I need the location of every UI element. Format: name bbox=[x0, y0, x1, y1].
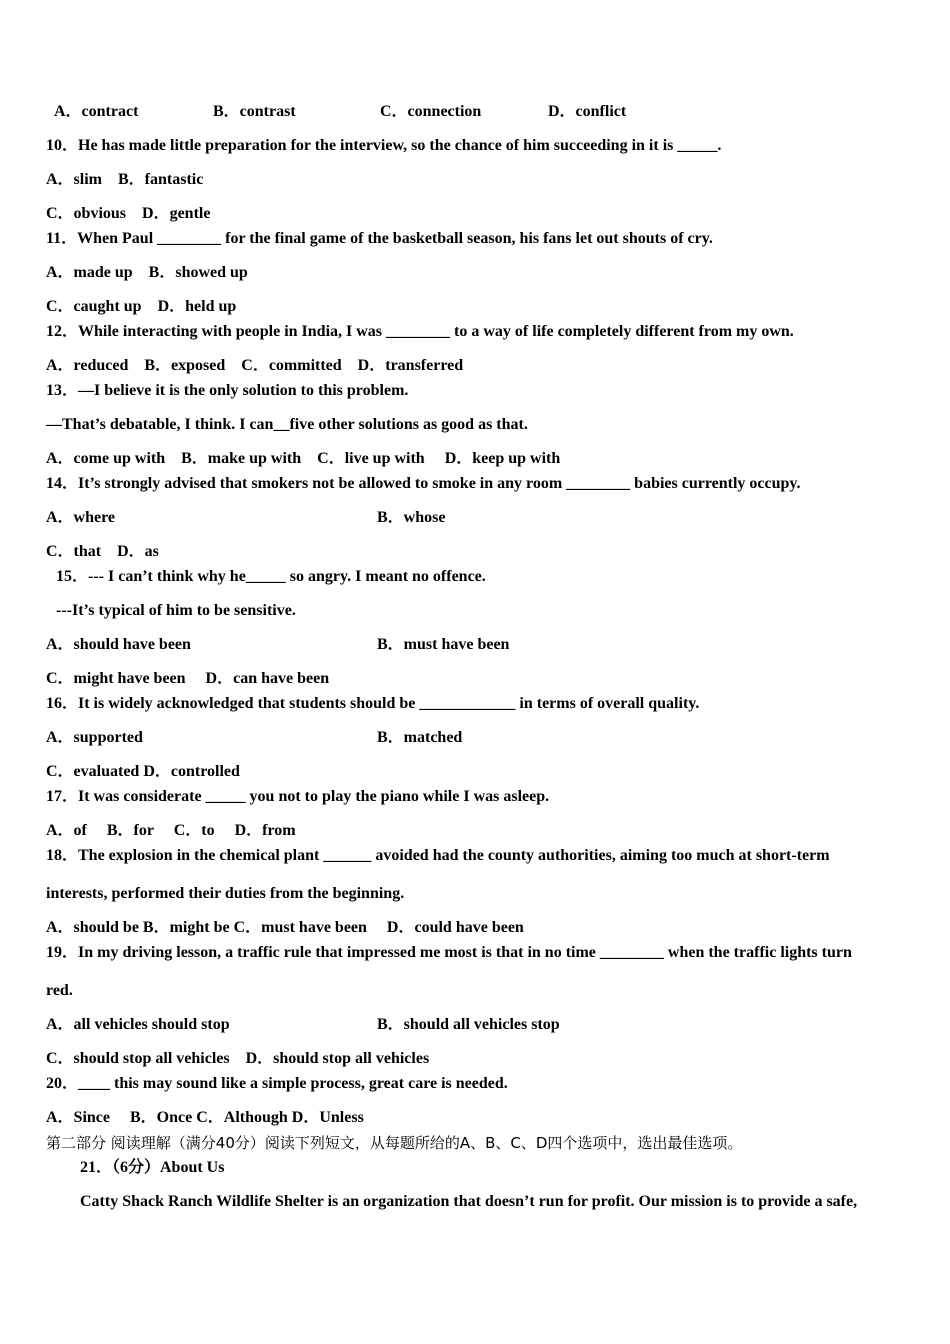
q14-options-cd: C．that D．as bbox=[46, 543, 159, 560]
q13-reply: —That’s debatable, I think. I can__five other solutions as good as that. bbox=[46, 416, 528, 433]
q11-stem: 11．When Paul ________ for the final game of the basketball season, his fans let out shouts of cry. bbox=[46, 230, 713, 247]
q19-option-a: A．all vehicles should stop bbox=[46, 1016, 230, 1033]
q13-options: A．come up with B．make up with C．live up with D．keep up with bbox=[46, 450, 561, 467]
passage-paragraph: Catty Shack Ranch Wildlife Shelter is an organization that doesn’t run for profit. Our mission is to provide a safe, bbox=[80, 1193, 858, 1210]
q15-stem: 15．--- I can’t think why he_____ so angry. I meant no offence. bbox=[56, 568, 486, 585]
q17-stem: 17．It was considerate _____ you not to play the piano while I was asleep. bbox=[46, 788, 550, 805]
q10-options-ab: A．slim B．fantastic bbox=[46, 171, 204, 188]
q15-reply: ---It’s typical of him to be sensitive. bbox=[56, 602, 296, 619]
q9-option-d: D．conflict bbox=[548, 103, 627, 120]
q9-option-a: A．contract bbox=[54, 103, 139, 120]
q13-stem: 13．—I believe it is the only solution to this problem. bbox=[46, 382, 409, 399]
q15-option-a: A．should have been bbox=[46, 636, 191, 653]
q10-stem: 10．He has made little preparation for the interview, so the chance of him succeeding in it is _____. bbox=[46, 137, 722, 154]
q14-option-a: A．where bbox=[46, 509, 116, 526]
q9-option-c: C．connection bbox=[380, 103, 482, 120]
q11-options-cd: C．caught up D．held up bbox=[46, 298, 237, 315]
q19-stem-line1: 19．In my driving lesson, a traffic rule that impressed me most is that in no time ________ when the traffic lights turn bbox=[46, 944, 852, 961]
q9-option-b: B．contrast bbox=[213, 103, 296, 120]
q15-options-cd: C．might have been D．can have been bbox=[46, 670, 330, 687]
q11-options-ab: A．made up B．showed up bbox=[46, 264, 248, 281]
q12-options: A．reduced B．exposed C．committed D．transferred bbox=[46, 357, 464, 374]
q16-stem: 16．It is widely acknowledged that students should be ____________ in terms of overall quality. bbox=[46, 695, 700, 712]
q18-options: A．should be B．might be C．must have been D．could have been bbox=[46, 919, 524, 936]
q16-options-cd: C．evaluated D．controlled bbox=[46, 763, 240, 780]
q20-options: A．Since B．Once C．Although D．Unless bbox=[46, 1109, 364, 1126]
q16-option-b: B．matched bbox=[377, 729, 463, 746]
q10-options-cd: C．obvious D．gentle bbox=[46, 205, 211, 222]
q16-option-a: A．supported bbox=[46, 729, 143, 746]
q21-title: 21．（6分）About Us bbox=[80, 1159, 225, 1176]
q18-stem-line2: interests, performed their duties from the beginning. bbox=[46, 885, 405, 902]
q20-stem: 20．____ this may sound like a simple process, great care is needed. bbox=[46, 1075, 508, 1092]
q14-stem: 14．It’s strongly advised that smokers not be allowed to smoke in any room ________ babies currently occupy. bbox=[46, 475, 801, 492]
q14-option-b: B．whose bbox=[377, 509, 446, 526]
q17-options: A．of B．for C．to D．from bbox=[46, 822, 296, 839]
section-heading: 第二部分 阅读理解（满分40分）阅读下列短文，从每题所给的A、B、C、D四个选项中，选出最佳选项。 bbox=[46, 1134, 743, 1152]
q12-stem: 12．While interacting with people in India, I was ________ to a way of life completely different from my own. bbox=[46, 323, 794, 340]
q15-option-b: B．must have been bbox=[377, 636, 510, 653]
q19-stem-line2: red. bbox=[46, 982, 73, 999]
q19-options-cd: C．should stop all vehicles D．should stop all vehicles bbox=[46, 1050, 430, 1067]
q18-stem-line1: 18．The explosion in the chemical plant ______ avoided had the county authorities, aiming too much at short-term bbox=[46, 847, 830, 864]
q19-option-b: B．should all vehicles stop bbox=[377, 1016, 560, 1033]
